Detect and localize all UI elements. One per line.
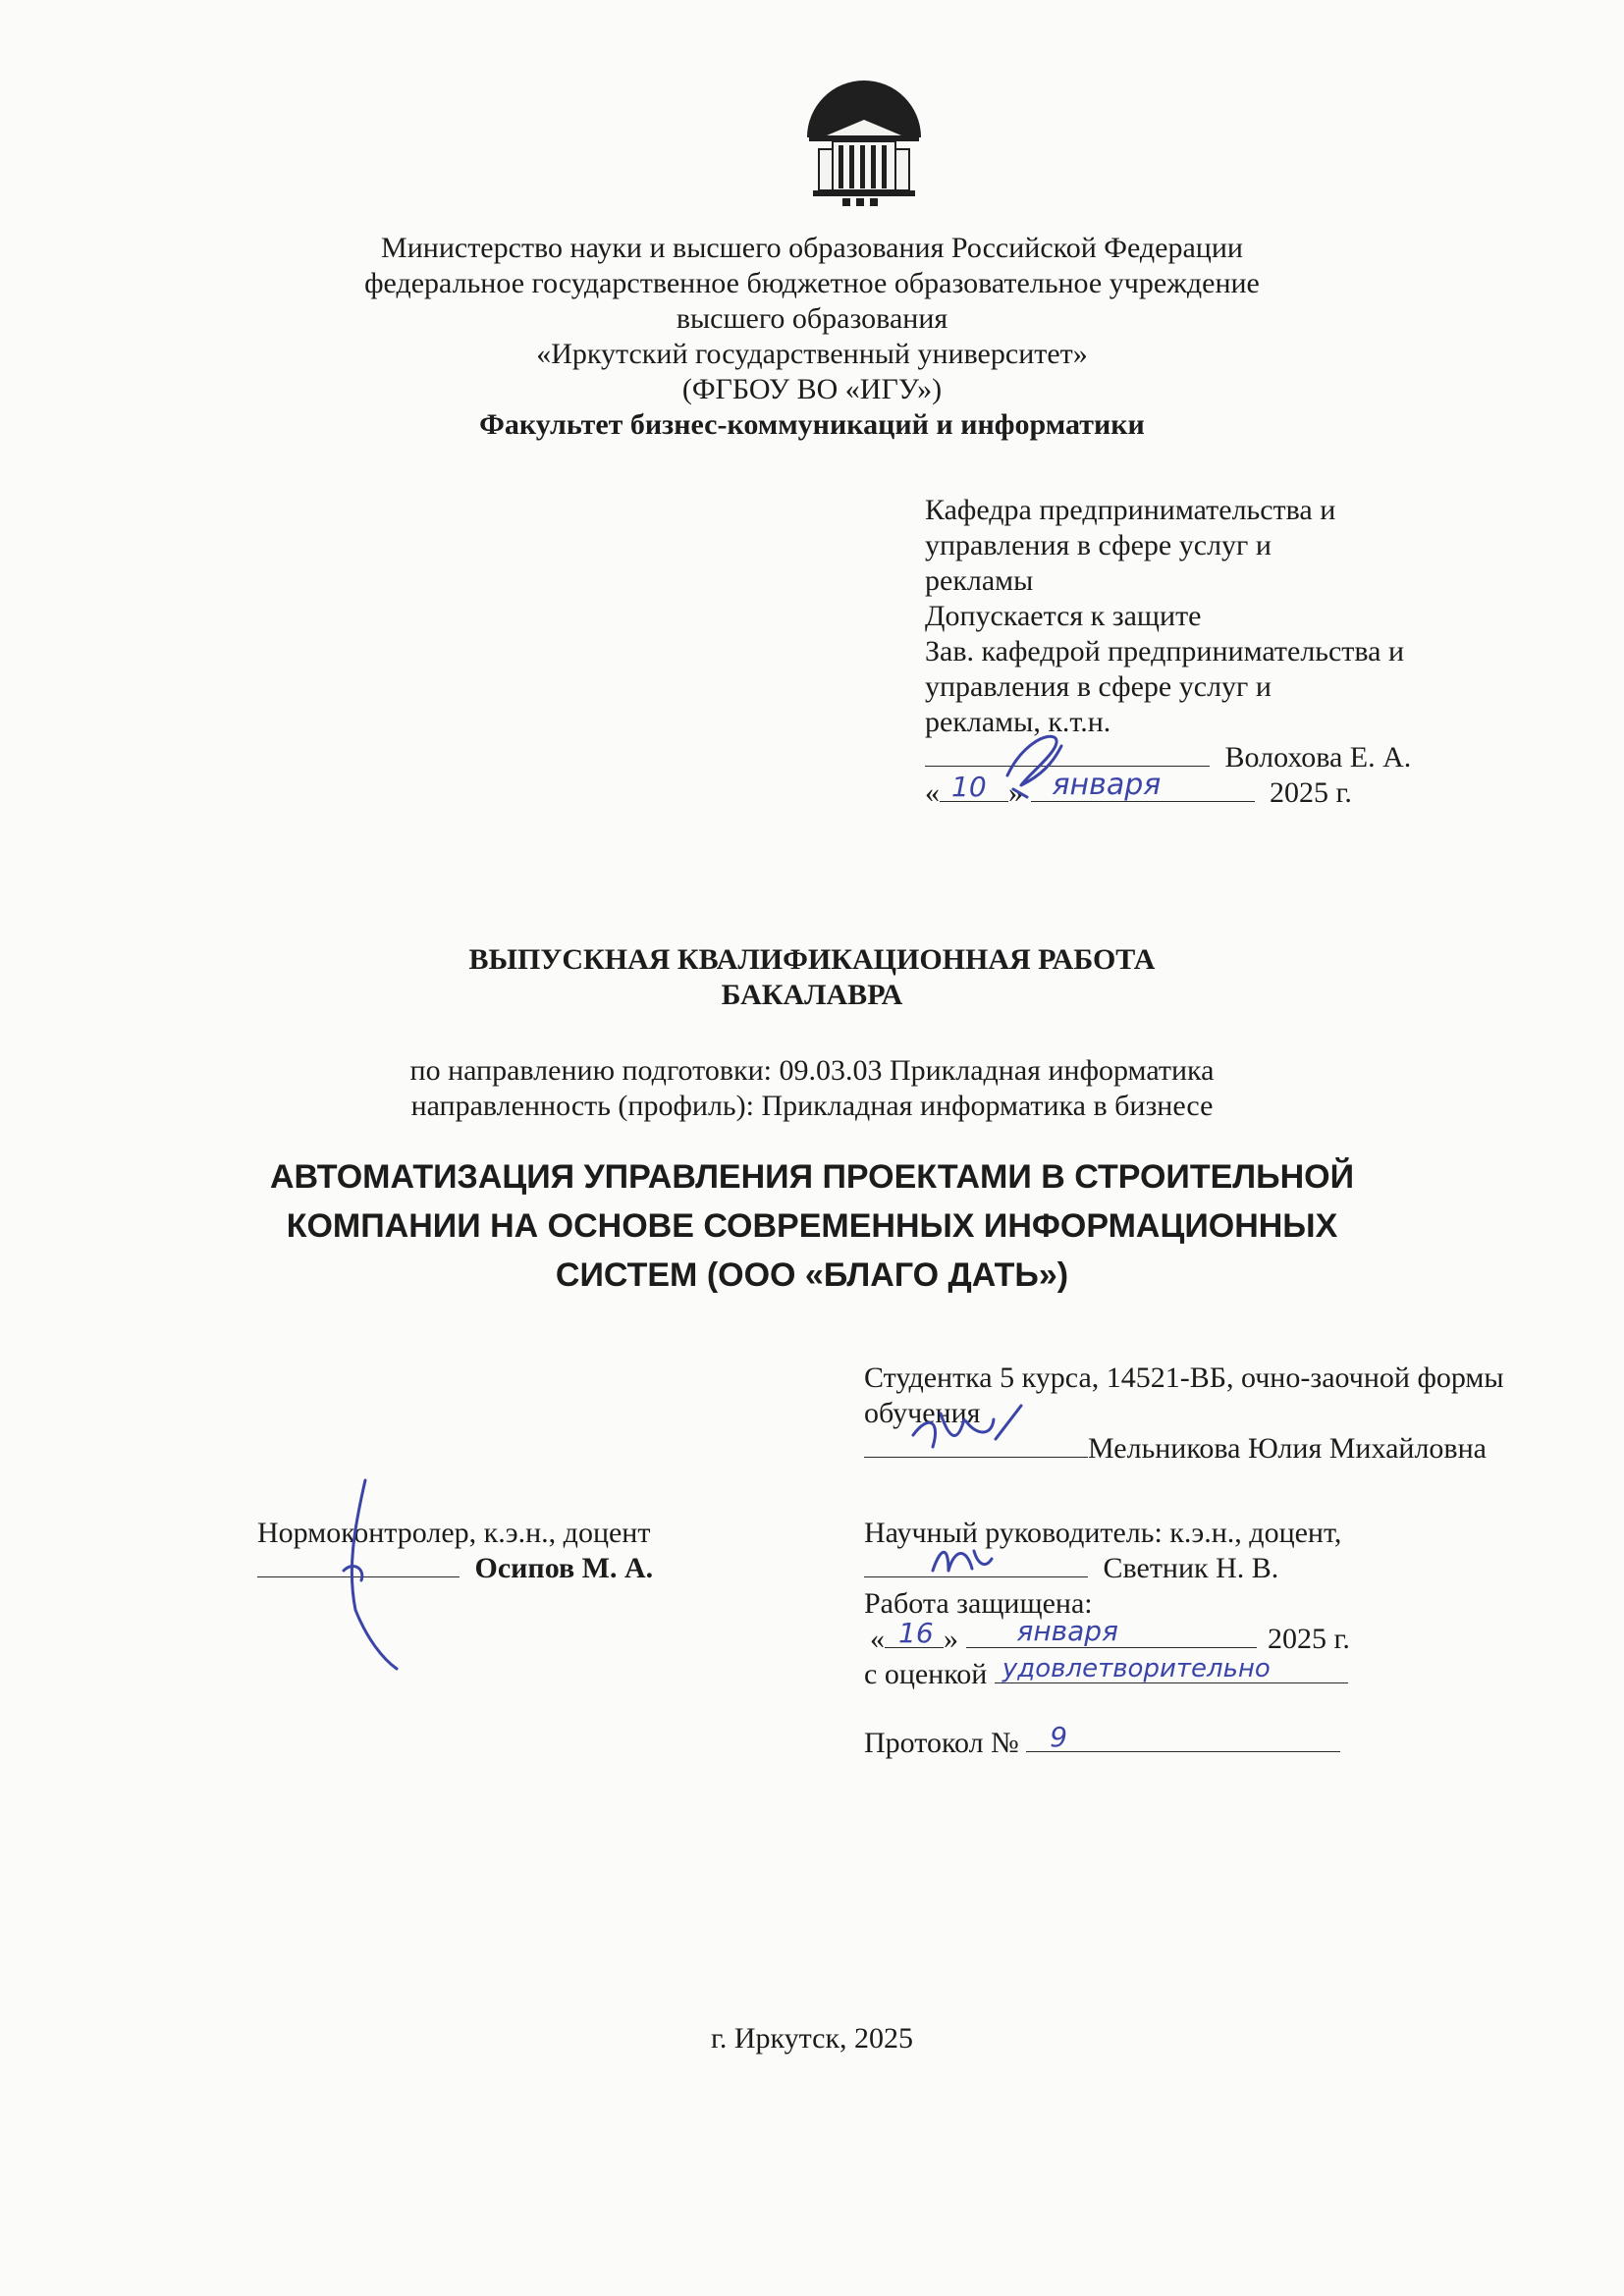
student-signature-row	[864, 1431, 1504, 1467]
normcontroller-name: Осипов М. А.	[474, 1552, 654, 1584]
thesis-title-line: СИСТЕМ (ООО «БЛАГО ДАТЬ»)	[555, 1256, 1069, 1294]
head-title-line: управления в сфере услуг и	[925, 670, 1272, 703]
direction-block	[0, 1053, 1624, 1124]
department-line: управления в сфере услуг и	[925, 529, 1272, 561]
signature-line	[925, 740, 1210, 767]
student-block	[864, 1361, 1504, 1467]
supervisor-signature-row	[864, 1551, 1350, 1586]
student-info-line: обучения	[864, 1397, 981, 1429]
admitted-to-defense: Допускается к защите	[925, 600, 1202, 632]
normcontroller-role: Нормоконтролер, к.э.н., доцент	[257, 1517, 651, 1549]
head-name: Волохова Е. А.	[1224, 741, 1412, 774]
protocol-row	[864, 1721, 1350, 1761]
defense-month-line	[966, 1615, 1257, 1648]
thesis-title-line: АВТОМАТИЗАЦИЯ УПРАВЛЕНИЯ ПРОЕКТАМИ В СТРОИТЕЛЬНОЙ	[269, 1158, 1355, 1196]
defense-close-quote: »	[944, 1623, 958, 1655]
date-year: 2025 г.	[1270, 776, 1352, 809]
approval-block	[925, 493, 1411, 811]
student-info-line: Студентка 5 курса, 14521-ВБ, очно-заочной формы	[864, 1362, 1504, 1394]
institution-level-line: высшего образования	[676, 302, 948, 335]
study-profile: направленность (профиль): Прикладная информатика в бизнесе	[410, 1090, 1214, 1122]
defense-day: 16	[898, 1617, 934, 1649]
protocol-number: 9	[1050, 1721, 1068, 1753]
supervisor-name: Светник Н. В.	[1103, 1552, 1279, 1584]
thesis-title	[0, 1152, 1624, 1300]
work-type-line: ВЫПУСКНАЯ КВАЛИФИКАЦИОННАЯ РАБОТА	[468, 943, 1156, 976]
normcontroller-block	[257, 1516, 653, 1586]
department-line: рекламы	[925, 564, 1034, 597]
supervisor-role: Научный руководитель: к.э.н., доцент,	[864, 1517, 1342, 1549]
signature-line	[864, 1431, 1088, 1458]
protocol-line	[1026, 1721, 1340, 1753]
defense-day-line	[885, 1617, 944, 1649]
signature-line	[864, 1551, 1088, 1577]
institution-type-line: федеральное государственное бюджетное образовательное учреждение	[364, 267, 1260, 299]
department-line: Кафедра предпринимательства и	[925, 494, 1336, 526]
date-month: января	[1052, 768, 1162, 802]
date-day-line	[940, 771, 1008, 803]
work-type	[0, 942, 1624, 1013]
university-logo-icon	[805, 77, 923, 208]
faculty-name: Факультет бизнес-коммуникаций и информатики	[479, 408, 1145, 441]
signature-line	[257, 1551, 460, 1577]
header	[0, 231, 1624, 443]
date-month-line	[1031, 768, 1255, 802]
student-name: Мельникова Юлия Михайловна	[1088, 1432, 1487, 1465]
head-signature-row	[925, 740, 1411, 775]
work-type-line: БАКАЛАВРА	[721, 979, 903, 1011]
supervisor-block	[864, 1516, 1350, 1761]
protocol-label: Протокол №	[864, 1727, 1019, 1759]
university-name: «Иркутский государственный университет»	[536, 338, 1088, 370]
date-close-quote: »	[1008, 776, 1023, 809]
defense-open-quote: «	[870, 1623, 885, 1655]
defense-year: 2025 г.	[1268, 1623, 1350, 1655]
city-year: г. Иркутск, 2025	[710, 2022, 914, 2055]
grade-row	[864, 1654, 1350, 1692]
normcontroller-signature-row	[257, 1551, 653, 1586]
date-open-quote: «	[925, 776, 940, 809]
date-day: 10	[951, 771, 987, 803]
approval-date-row	[925, 768, 1411, 811]
university-short-name: (ФГБОУ ВО «ИГУ»)	[681, 373, 943, 405]
head-title-line: рекламы, к.т.н.	[925, 706, 1111, 738]
defense-label: Работа защищена:	[864, 1587, 1093, 1620]
defense-month: января	[1016, 1615, 1118, 1647]
grade-line	[995, 1654, 1348, 1683]
grade-label: с оценкой	[864, 1658, 988, 1690]
ministry-line: Министерство науки и высшего образования Российской Федерации	[381, 232, 1243, 264]
study-direction: по направлению подготовки: 09.03.03 Прикладная информатика	[409, 1054, 1215, 1087]
thesis-title-line: КОМПАНИИ НА ОСНОВЕ СОВРЕМЕННЫХ ИНФОРМАЦИОННЫХ	[286, 1207, 1338, 1245]
head-title-line: Зав. кафедрой предпринимательства и	[925, 635, 1405, 667]
grade-value: удовлетворительно	[1001, 1654, 1271, 1683]
